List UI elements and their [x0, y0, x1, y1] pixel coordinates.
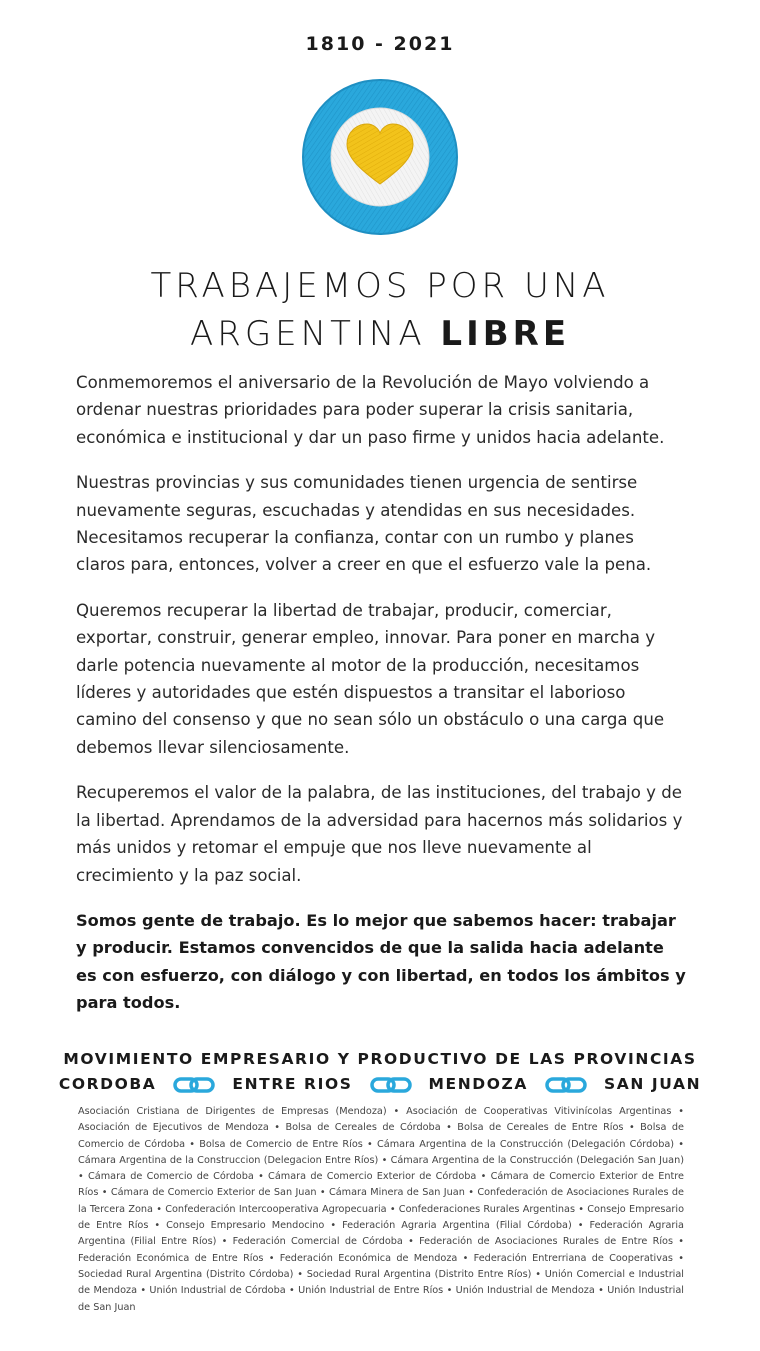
chain-link-icon [173, 1076, 215, 1094]
headline-libre: LIBRE [440, 314, 571, 354]
province-san-juan: SAN JUAN [603, 1075, 702, 1093]
province-mendoza: MENDOZA [428, 1075, 528, 1093]
headline [0, 262, 760, 358]
province-entre-rios: ENTRE RIOS [232, 1075, 353, 1093]
headline-line-1: TRABAJEMOS POR UNA [150, 266, 610, 306]
paragraph-2: Nuestras provincias y sus comunidades tienen urgencia de sentirse nuevamente seguras, escuchadas y atendidas en sus necesidades. Necesitamos recuperar la confianza, contar con un rumbo y planes claros para, entonces, volver a creer en que el esfuerzo vale la pena. [76, 473, 652, 575]
paragraph-4: Recuperemos el valor de la palabra, de las instituciones, del trabajo y de la libertad. Aprendamos de la adversidad para hacernos más solidarios y más unidos y retomar el empuje que nos lleve nuevamente al crecimiento y la paz social. [76, 783, 683, 885]
province-cordoba: CORDOBA [58, 1075, 157, 1093]
movement-title: MOVIMIENTO EMPRESARIO Y PRODUCTIVO DE LAS PROVINCIAS [63, 1050, 697, 1068]
paragraph-3: Queremos recuperar la libertad de trabajar, producir, comerciar, exportar, construir, generar empleo, innovar. Para poner en marcha y darle potencia nuevamente al motor de la producción, necesitamos líderes y autoridades que estén dispuestos a transitar el laborioso camino del consenso y que no sean sólo un obstáculo o una carga que debemos llevar silenciosamente. [76, 600, 665, 757]
member-organizations-list: Asociación Cristiana de Dirigentes de Empresas (Mendoza) • Asociación de Cooperativas Vitivinícolas Argentinas • Asociación de Ejecutivos de Mendoza • Bolsa de Cereales de Córdoba • Bolsa de Cereales de Entre Ríos • Bolsa de Comercio de Córdoba • Bolsa de Comercio de Entre Ríos • Cámara Argentina de la Construcción (Delegación Córdoba) • Cámara Argentina de la Construccion (Delegacion Entre Ríos) • Cámara Argentina de la Construcción (Delegación San Juan) • Cámara de Comercio de Córdoba • Cámara de Comercio Exterior de Córdoba • Cámara de Comercio Exterior de Entre Ríos • Cámara de Comercio Exterior de San Juan • Cámara Minera de San Juan • Confederación de Asociaciones Rurales de la Tercera Zona • Confederación Intercooperativa Agropecuaria • Confederaciones Rurales Argentinas • Consejo Empresario de Entre Ríos • Consejo Empresario Mendocino • Federación Agraria Argentina (Filial Córdoba) • Federación Agraria Argentina (Filial Entre Ríos) • Federación Comercial de Córdoba • Federación de Asociaciones Rurales de Entre Ríos • Federación Económica de Entre Ríos • Federación Económica de Mendoza • Federación Entrerriana de Cooperativas • Sociedad Rural Argentina (Distrito Córdoba) • Sociedad Rural Argentina (Distrito Entre Ríos) • Unión Comercial e Industrial de Mendoza • Unión Industrial de Córdoba • Unión Industrial de Entre Ríos • Unión Industrial de Mendoza • Unión Industrial de San Juan [78, 1106, 684, 1313]
closing-statement: Somos gente de trabajo. Es lo mejor que sabemos hacer: trabajar y producir. Estamos convencidos de que la salida hacia adelante es con esfuerzo, con diálogo y con libertad, en todos los ámbitos y para todos. [76, 910, 686, 1013]
provinces-row [0, 1071, 760, 1097]
chain-link-icon [370, 1076, 412, 1094]
headline-line-2 [0, 310, 760, 358]
years-header: 1810 - 2021 [305, 33, 455, 55]
headline-argentina: ARGENTINA [189, 314, 426, 354]
paragraph-1: Conmemoremos el aniversario de la Revolución de Mayo volviendo a ordenar nuestras prioridades para poder superar la crisis sanitaria, económica e institucional y dar un paso firme y unidos hacia adelante. [76, 373, 665, 447]
statement-body [76, 369, 688, 1035]
chain-link-icon [545, 1076, 587, 1094]
argentine-cockade-heart-icon [301, 78, 459, 236]
